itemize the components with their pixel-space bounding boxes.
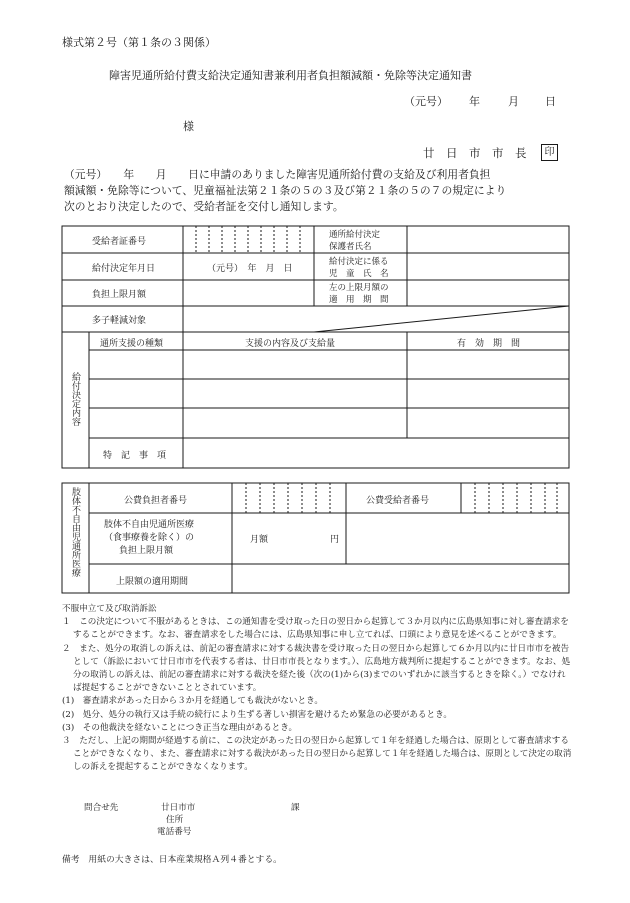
document-title: 障害児通所給付費支給決定通知書兼利用者負担額減額・免除等決定通知書 <box>109 69 472 82</box>
date-day: 日 <box>545 95 556 108</box>
label-special-notes: 特 記 事 項 <box>103 451 167 461</box>
note-sub-1: (1) 審査請求があった日から３か月を経過しても裁決がないとき。 <box>62 696 323 707</box>
label-monthly: 月額 <box>250 535 269 545</box>
label-medical-section: 肢体不自由児通所医療 <box>70 487 80 577</box>
col-valid-period: 有 効 期 間 <box>457 339 521 349</box>
notes-heading: 不服申立て及び取消訴訟 <box>62 604 157 614</box>
date-year: 年 <box>469 95 480 108</box>
label-guardian-2: 保護者氏名 <box>329 242 372 252</box>
note-sub-2: (2) 処分、処分の執行又は手続の続行により生ずる著しい損害を避けるため緊急の必要があるとき。 <box>62 709 452 720</box>
note-1: １ この決定について不服があるときは、この通知書を受け取った日の翌日から起算して３か月以内に広島県知事に対し審査請求をすることができます。なお、審査請求をした場合には、広島県知事に申し立てれば、口頭により意見を述べることができます。 <box>62 617 569 641</box>
label-multi-child: 多子軽減対象 <box>92 316 147 326</box>
label-payer-number: 公費負担者番号 <box>124 496 188 506</box>
col-service-type: 通所支援の種類 <box>100 339 164 349</box>
label-recipient-number: 受給者証番号 <box>92 237 147 247</box>
note-2: ２ また、処分の取消しの訴えは、前記の審査請求に対する裁決書を受け取った日の翌日から起算して６か月以内に廿日市市を被告として（訴訟において廿日市市を代表する者は、廿日市市長となります。）、広島地方裁判所に提起することができます。なお、処分の取消しの訴えは、前記の審査請求に対する裁決を経た後（次の(1)から(3)までのいずれかに該当するときを除く。）でなければ提起することができないこととされています。 <box>62 643 571 694</box>
contact-dept: 課 <box>291 803 300 813</box>
form-number: 様式第２号（第１条の３関係） <box>62 36 216 49</box>
addressee: 様 <box>183 120 194 133</box>
label-medical-3: 負担上限月額 <box>119 546 174 556</box>
issuer: 廿 日 市 市 長 <box>423 146 527 160</box>
notes-section <box>62 603 574 775</box>
label-medical-2: （食事療養を除く）の <box>104 533 195 543</box>
label-child-1: 給付決定に係る <box>329 257 389 267</box>
label-decision-date: 給付決定年月日 <box>92 264 156 274</box>
seal-mark: 印 <box>541 144 558 161</box>
contact-city: 廿日市市 <box>161 803 196 813</box>
label-guardian-1: 通所給付決定 <box>329 230 381 240</box>
col-content: 支援の内容及び支給量 <box>245 339 336 349</box>
label-cap-amount: 負担上限月額 <box>92 290 147 300</box>
remark: 備考 用紙の大きさは、日本産業規格Ａ列４番とする。 <box>62 855 282 865</box>
date-era: （元号） <box>404 95 448 108</box>
contact-label: 問合せ先 <box>84 803 119 813</box>
date-month: 月 <box>508 95 519 108</box>
note-sub-3: (3) その他裁決を経ないことにつき正当な理由があるとき。 <box>62 722 298 733</box>
label-cap-period-2: 適 用 期 間 <box>329 295 389 305</box>
note-3: ３ ただし、上記の期間が経過する前に、この決定があった日の翌日から起算して１年を経過した場合は、原則として審査請求することができなくなり、また、審査請求に対する裁決があった日の翌日から起算して１年を経過した場合は、原則として決定の取消しの訴えを提起することができなくなります。 <box>62 736 572 773</box>
label-public-recipient-number: 公費受給者番号 <box>366 496 430 506</box>
label-application-period: 上限額の適用期間 <box>116 577 189 587</box>
decision-date-value: （元号） 年 月 日 <box>207 264 293 274</box>
label-child-2: 児 童 氏 名 <box>329 269 389 279</box>
label-medical-1: 肢体不自由児通所医療 <box>104 520 195 530</box>
label-benefit-section: 給付決定内容 <box>70 372 80 426</box>
contact-address: 住所 <box>166 815 184 825</box>
label-yen: 円 <box>330 535 340 545</box>
intro-line-2: 額減額・免除等について、児童福祉法第２１条の５の３及び第２１条の５の７の規定により <box>64 184 507 197</box>
label-cap-period-1: 左の上限月額の <box>329 283 389 293</box>
intro-line-1: （元号） 年 月 日に申請のありました障害児通所給付費の支給及び利用者負担 <box>64 168 491 181</box>
contact-phone: 電話番号 <box>157 827 192 837</box>
intro-line-3: 次のとおり決定したので、受給者証を交付し通知します。 <box>64 200 344 213</box>
